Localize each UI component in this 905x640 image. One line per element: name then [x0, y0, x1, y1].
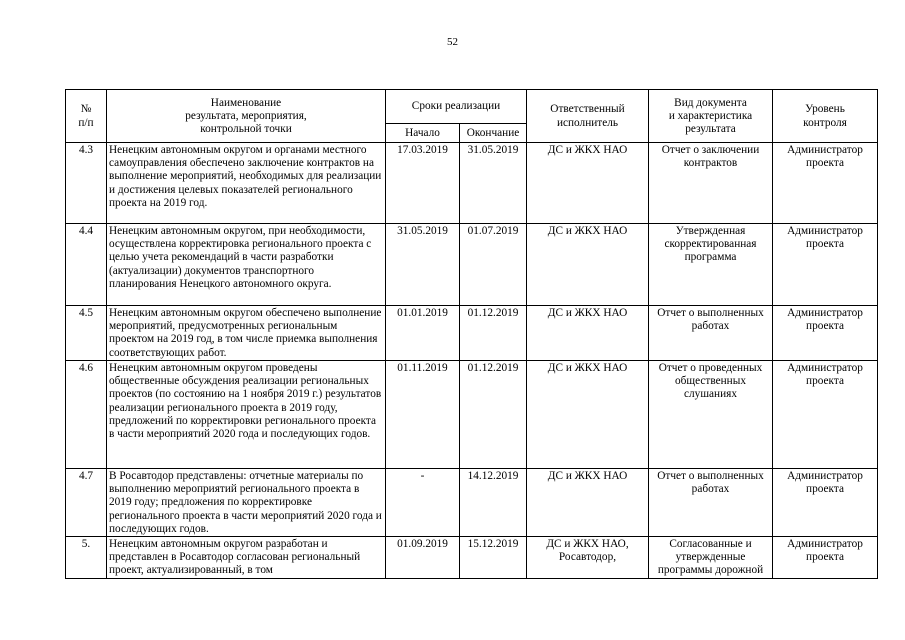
row-name: В Росавтодор представлены: отчетные материалы по выполнению мероприятий регионального проекта в 2019 году; предложения по корректировке регионального проекта в части мероприятий 2020 года и последующих годов.: [107, 469, 386, 537]
row-name: Ненецким автономным округом разработан и представлен в Росавтодор согласован региональный проект, актуализированный, в том: [107, 537, 386, 579]
row-doc-type: Отчет о выполненных работах: [649, 306, 773, 361]
row-doc-type: Утвержденная скорректированная программа: [649, 224, 773, 306]
row-start: 01.09.2019: [386, 537, 460, 579]
row-doc-type: Отчет о заключении контрактов: [649, 143, 773, 224]
row-end: 15.12.2019: [460, 537, 527, 579]
row-responsible: ДС и ЖКХ НАО: [527, 306, 649, 361]
header-responsible: Ответственный исполнитель: [527, 90, 649, 143]
results-table: [65, 89, 878, 579]
row-start: 01.11.2019: [386, 361, 460, 469]
row-name: Ненецким автономным округом и органами местного самоуправления обеспечено заключение контрактов на выполнение мероприятий, необходимых для реализации и достижения целевых показателей регионального проекта на 2019 год.: [107, 143, 386, 224]
row-num: 5.: [66, 537, 107, 579]
row-num: 4.5: [66, 306, 107, 361]
header-end: Окончание: [460, 124, 527, 143]
header-doc-type: Вид документа и характеристика результата: [649, 90, 773, 143]
row-name: Ненецким автономным округом обеспечено выполнение мероприятий, предусмотренных региональным проектом на 2019 год, в том числе приемка выполнения соответствующих работ.: [107, 306, 386, 361]
row-start: 17.03.2019: [386, 143, 460, 224]
row-num: 4.4: [66, 224, 107, 306]
header-start: Начало: [386, 124, 460, 143]
row-control: Администратор проекта: [773, 143, 878, 224]
row-start: 01.01.2019: [386, 306, 460, 361]
row-responsible: ДС и ЖКХ НАО: [527, 143, 649, 224]
row-doc-type: Отчет о проведенных общественных слушаниях: [649, 361, 773, 469]
row-end: 14.12.2019: [460, 469, 527, 537]
row-control: Администратор проекта: [773, 306, 878, 361]
header-dates: Сроки реализации: [386, 90, 527, 124]
row-control: Администратор проекта: [773, 361, 878, 469]
header-name: Наименование результата, мероприятия, контрольной точки: [107, 90, 386, 143]
row-doc-type: Согласованные и утвержденные программы дорожной: [649, 537, 773, 579]
row-responsible: ДС и ЖКХ НАО: [527, 361, 649, 469]
row-end: 01.12.2019: [460, 306, 527, 361]
row-responsible: ДС и ЖКХ НАО: [527, 224, 649, 306]
row-responsible: ДС и ЖКХ НАО: [527, 469, 649, 537]
table-row: [66, 306, 878, 361]
row-control: Администратор проекта: [773, 469, 878, 537]
row-control: Администратор проекта: [773, 537, 878, 579]
table-row: [66, 143, 878, 224]
row-num: 4.7: [66, 469, 107, 537]
header-control: Уровень контроля: [773, 90, 878, 143]
row-num: 4.3: [66, 143, 107, 224]
row-control: Администратор проекта: [773, 224, 878, 306]
row-end: 31.05.2019: [460, 143, 527, 224]
row-end: 01.12.2019: [460, 361, 527, 469]
table-row: [66, 469, 878, 537]
row-doc-type: Отчет о выполненных работах: [649, 469, 773, 537]
header-num: № п/п: [66, 90, 107, 143]
row-end: 01.07.2019: [460, 224, 527, 306]
row-responsible: ДС и ЖКХ НАО, Росавтодор,: [527, 537, 649, 579]
table-row: [66, 224, 878, 306]
row-start: 31.05.2019: [386, 224, 460, 306]
row-start: -: [386, 469, 460, 537]
table-row: [66, 537, 878, 579]
row-num: 4.6: [66, 361, 107, 469]
row-name: Ненецким автономным округом проведены общественные обсуждения реализации региональных проектов (по состоянию на 1 ноября 2019 г.) результатов реализации регионального проекта в 2019 году, предложений по корректировки регионального проекта в части мероприятий 2020 года и последующих годов.: [107, 361, 386, 469]
table-row: [66, 361, 878, 469]
row-name: Ненецким автономным округом, при необходимости, осуществлена корректировка регионального проекта с целью учета рекомендаций в части разработки (актуализации) документов транспортного планирования Ненецкого автономного округа.: [107, 224, 386, 306]
page-number: 52: [447, 36, 458, 48]
